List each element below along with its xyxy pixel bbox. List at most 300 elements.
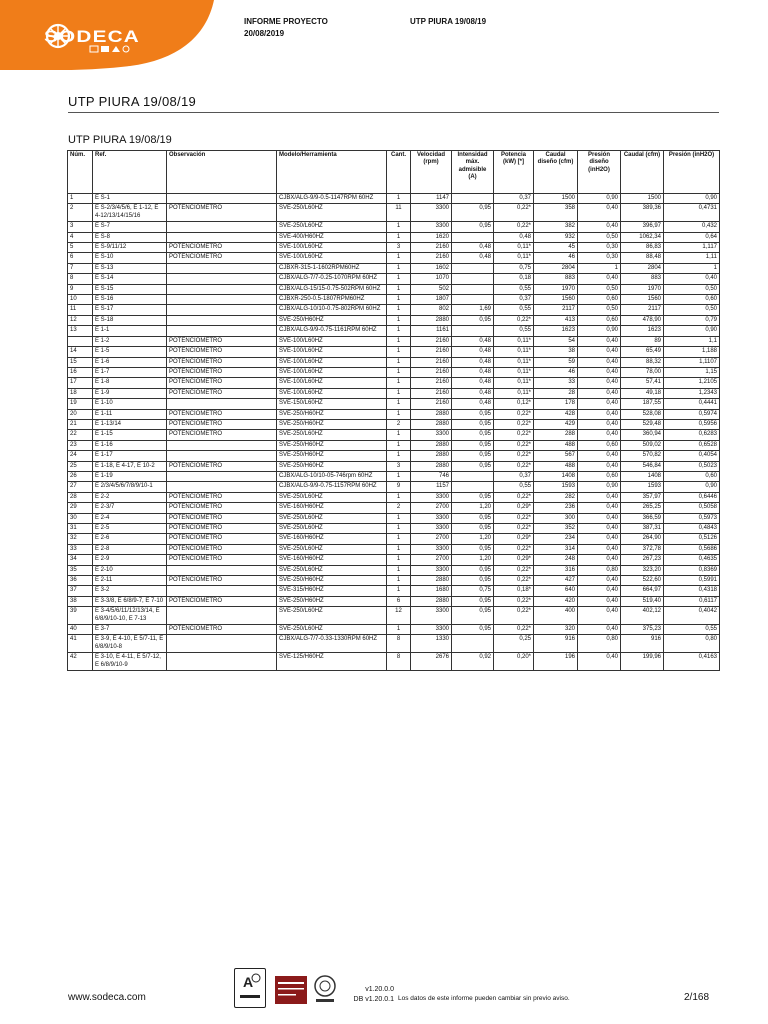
cell-power: 0,75 — [494, 263, 534, 273]
cell-power: 0,11* — [494, 378, 534, 388]
cell-design-pressure: 0,40 — [578, 576, 621, 586]
cell-flow: 366,59 — [621, 513, 664, 523]
cell-design-pressure: 0,40 — [578, 492, 621, 502]
cell-speed: 3300 — [411, 625, 452, 635]
cell-design-flow: 932 — [534, 232, 578, 242]
table-row — [68, 326, 720, 336]
cell-observation — [167, 263, 277, 273]
cell-power: 0,18* — [494, 586, 534, 596]
cell-ref: E 2-11 — [93, 576, 167, 586]
cell-design-flow: 300 — [534, 513, 578, 523]
cell-ref: E 1-9 — [93, 388, 167, 398]
cell-power: 0,25 — [494, 635, 534, 653]
cell-model: CJBX/ALG-15/15-0.75-502RPM 60HZ — [277, 284, 387, 294]
cell-observation: POTENCIOMETRO — [167, 347, 277, 357]
cell-design-flow: 382 — [534, 222, 578, 232]
col-header-ref: Ref. — [93, 151, 167, 194]
cell-pressure: 0,80 — [664, 635, 720, 653]
cell-quantity: 12 — [387, 607, 411, 625]
cell-ref: E S-14 — [93, 274, 167, 284]
table-row — [68, 503, 720, 513]
cell-design-pressure: 0,40 — [578, 430, 621, 440]
cell-model: CJBX/ALG-9/9-0.5-1147RPM 60HZ — [277, 194, 387, 204]
table-row — [68, 347, 720, 357]
cell-observation: POTENCIOMETRO — [167, 204, 277, 222]
cell-design-pressure: 0,40 — [578, 378, 621, 388]
cell-quantity: 1 — [387, 430, 411, 440]
cell-design-pressure: 0,60 — [578, 440, 621, 450]
cell-design-pressure: 0,40 — [578, 653, 621, 671]
cell-power: 0,11* — [494, 243, 534, 253]
cell-num: 19 — [68, 399, 93, 409]
cell-current: 0,92 — [452, 653, 494, 671]
cell-speed: 502 — [411, 284, 452, 294]
cell-ref: E 1-7 — [93, 367, 167, 377]
cell-design-flow: 640 — [534, 586, 578, 596]
table-row — [68, 607, 720, 625]
cell-num: 16 — [68, 367, 93, 377]
cell-current: 0,95 — [452, 492, 494, 502]
cell-observation: POTENCIOMETRO — [167, 388, 277, 398]
cell-current: 0,95 — [452, 625, 494, 635]
cell-flow: 528,08 — [621, 409, 664, 419]
software-version: v1.20.0.0 — [365, 986, 394, 993]
cell-power: 0,22* — [494, 440, 534, 450]
cell-observation: POTENCIOMETRO — [167, 625, 277, 635]
cell-pressure: 0,5023 — [664, 461, 720, 471]
table-row — [68, 243, 720, 253]
table-row — [68, 596, 720, 606]
cell-current: 0,95 — [452, 596, 494, 606]
cell-design-flow: 33 — [534, 378, 578, 388]
table-row — [68, 565, 720, 575]
cell-model: SVE-250/L60HZ — [277, 524, 387, 534]
cell-design-pressure: 0,40 — [578, 367, 621, 377]
cell-flow: 509,02 — [621, 440, 664, 450]
cell-power: 0,22* — [494, 596, 534, 606]
cell-power: 0,20* — [494, 653, 534, 671]
cell-observation — [167, 607, 277, 625]
cell-power: 0,11* — [494, 388, 534, 398]
cell-flow: 267,23 — [621, 555, 664, 565]
cell-observation: POTENCIOMETRO — [167, 524, 277, 534]
cell-design-pressure: 0,50 — [578, 305, 621, 315]
version-block — [344, 985, 394, 1005]
cell-design-pressure: 0,40 — [578, 357, 621, 367]
cell-observation: POTENCIOMETRO — [167, 336, 277, 346]
cell-model: SVE-250/L60HZ — [277, 625, 387, 635]
cell-power: 0,22* — [494, 461, 534, 471]
cell-power: 0,11* — [494, 347, 534, 357]
cell-ref: E 1-11 — [93, 409, 167, 419]
cell-num: 34 — [68, 555, 93, 565]
cell-model: CJBX/ALG-10/10-05-746rpm 60HZ — [277, 471, 387, 481]
cell-observation: POTENCIOMETRO — [167, 253, 277, 263]
cell-observation — [167, 274, 277, 284]
cell-ref: E 1-10 — [93, 399, 167, 409]
cell-model: CJBX/ALG-7/7-0.25-1070RPM 60HZ — [277, 274, 387, 284]
cell-quantity: 1 — [387, 263, 411, 273]
cell-ref: E 3-9, E 4-10, E 5/7-11, E 6/8/9/10-8 — [93, 635, 167, 653]
cell-pressure: 0,4318 — [664, 586, 720, 596]
cell-current: 0,95 — [452, 544, 494, 554]
cell-power: 0,22* — [494, 492, 534, 502]
cell-ref: E 1-6 — [93, 357, 167, 367]
cell-current: 0,95 — [452, 204, 494, 222]
cell-ref: E 1-17 — [93, 451, 167, 461]
cell-speed: 3300 — [411, 524, 452, 534]
cell-current — [452, 274, 494, 284]
cell-observation: POTENCIOMETRO — [167, 513, 277, 523]
cell-power: 0,55 — [494, 326, 534, 336]
cell-quantity: 1 — [387, 274, 411, 284]
table-row — [68, 284, 720, 294]
cell-pressure: 0,5058 — [664, 503, 720, 513]
cell-current: 0,48 — [452, 253, 494, 263]
disclaimer: Los datos de este informe pueden cambiar sin previo aviso. — [398, 995, 570, 1002]
cell-power: 0,22* — [494, 204, 534, 222]
cell-speed: 1680 — [411, 586, 452, 596]
cell-pressure: 0,79 — [664, 315, 720, 325]
cell-flow: 187,55 — [621, 399, 664, 409]
cell-current: 0,48 — [452, 336, 494, 346]
table-header — [68, 151, 720, 194]
cell-num: 20 — [68, 409, 93, 419]
cell-design-flow: 196 — [534, 653, 578, 671]
cell-model: CJBXR-250-0.5-1807RPM60HZ — [277, 295, 387, 305]
table-row — [68, 555, 720, 565]
cell-speed: 3300 — [411, 544, 452, 554]
cell-speed: 2880 — [411, 451, 452, 461]
cell-observation: POTENCIOMETRO — [167, 576, 277, 586]
table-row — [68, 194, 720, 204]
cell-num: 41 — [68, 635, 93, 653]
cell-pressure: 0,4843 — [664, 524, 720, 534]
cell-model: SVE-100/L60HZ — [277, 388, 387, 398]
cell-num: 36 — [68, 576, 93, 586]
cell-design-pressure: 0,40 — [578, 451, 621, 461]
cell-design-flow: 54 — [534, 336, 578, 346]
cell-observation: POTENCIOMETRO — [167, 367, 277, 377]
cell-flow: 265,25 — [621, 503, 664, 513]
cell-pressure: 0,60 — [664, 295, 720, 305]
cell-observation — [167, 653, 277, 671]
cell-ref: E 2-2 — [93, 492, 167, 502]
cell-current: 1,20 — [452, 534, 494, 544]
cell-power: 0,29* — [494, 534, 534, 544]
cell-flow: 1408 — [621, 471, 664, 481]
cell-flow: 883 — [621, 274, 664, 284]
cell-power: 0,55 — [494, 305, 534, 315]
cell-pressure: 0,50 — [664, 284, 720, 294]
col-header-design-flow: Caudal diseño (cfm) — [534, 151, 578, 194]
cell-design-pressure: 0,40 — [578, 399, 621, 409]
cell-observation: POTENCIOMETRO — [167, 409, 277, 419]
cell-design-flow: 1500 — [534, 194, 578, 204]
cell-ref: E 1-5 — [93, 347, 167, 357]
cell-model: SVE-250/H60HZ — [277, 315, 387, 325]
cell-observation — [167, 586, 277, 596]
table-row — [68, 409, 720, 419]
cell-num: 33 — [68, 544, 93, 554]
cell-model: CJBX/ALG-9/9-0.75-1161RPM 60HZ — [277, 326, 387, 336]
cell-quantity: 3 — [387, 243, 411, 253]
table-row — [68, 357, 720, 367]
cell-current: 0,48 — [452, 388, 494, 398]
cell-flow: 2117 — [621, 305, 664, 315]
cell-design-flow: 420 — [534, 596, 578, 606]
cell-pressure: 0,50 — [664, 305, 720, 315]
table-row — [68, 524, 720, 534]
cell-speed: 1602 — [411, 263, 452, 273]
cell-quantity: 2 — [387, 503, 411, 513]
cell-current: 0,48 — [452, 378, 494, 388]
cell-flow: 1593 — [621, 482, 664, 492]
table-row — [68, 653, 720, 671]
cell-ref: E 2-4 — [93, 513, 167, 523]
cell-design-flow: 488 — [534, 461, 578, 471]
cell-design-pressure: 0,40 — [578, 388, 621, 398]
cell-observation: POTENCIOMETRO — [167, 555, 277, 565]
footer-website[interactable]: www.sodeca.com — [68, 992, 146, 1003]
table-row — [68, 635, 720, 653]
cell-power: 0,37 — [494, 471, 534, 481]
cell-pressure: 0,40 — [664, 274, 720, 284]
cell-observation — [167, 326, 277, 336]
col-header-current: Intensidad máx. admisible (A) — [452, 151, 494, 194]
cell-ref: E 1-2 — [93, 336, 167, 346]
cell-design-flow: 567 — [534, 451, 578, 461]
cell-ref: E S-7 — [93, 222, 167, 232]
cell-ref: E S-18 — [93, 315, 167, 325]
cell-design-pressure: 0,40 — [578, 544, 621, 554]
cell-design-flow: 28 — [534, 388, 578, 398]
cell-design-pressure: 0,40 — [578, 204, 621, 222]
cell-observation: POTENCIOMETRO — [167, 492, 277, 502]
cell-observation — [167, 315, 277, 325]
cell-ref: E 3-10, E 4-11, E 5/7-12, E 6/8/9/10-9 — [93, 653, 167, 671]
cell-design-flow: 178 — [534, 399, 578, 409]
cell-design-pressure: 0,40 — [578, 461, 621, 471]
cell-observation — [167, 482, 277, 492]
cell-design-pressure: 0,90 — [578, 194, 621, 204]
cell-design-flow: 59 — [534, 357, 578, 367]
cell-speed: 3300 — [411, 222, 452, 232]
cell-model: SVE-250/H60HZ — [277, 451, 387, 461]
cell-quantity: 8 — [387, 653, 411, 671]
cell-pressure: 0,5991 — [664, 576, 720, 586]
cell-observation — [167, 305, 277, 315]
cell-power: 0,22* — [494, 576, 534, 586]
cell-model: SVE-100/L60HZ — [277, 336, 387, 346]
cell-num: 40 — [68, 625, 93, 635]
cell-ref: E S-8 — [93, 232, 167, 242]
cell-flow: 522,60 — [621, 576, 664, 586]
cell-observation: POTENCIOMETRO — [167, 378, 277, 388]
cell-design-flow: 1623 — [534, 326, 578, 336]
report-type: INFORME PROYECTO — [244, 17, 328, 26]
cell-flow: 372,78 — [621, 544, 664, 554]
cell-model: CJBXR-315-1-1602RPM60HZ — [277, 263, 387, 273]
cell-pressure: 0,6117 — [664, 596, 720, 606]
cell-num: 39 — [68, 607, 93, 625]
cell-speed: 2700 — [411, 534, 452, 544]
cell-ref: E 1-15 — [93, 430, 167, 440]
cell-design-pressure: 0,90 — [578, 482, 621, 492]
cell-num: 12 — [68, 315, 93, 325]
cell-design-pressure: 0,40 — [578, 503, 621, 513]
cell-flow: 529,48 — [621, 419, 664, 429]
cell-num: 30 — [68, 513, 93, 523]
cell-flow: 65,49 — [621, 347, 664, 357]
cell-observation — [167, 232, 277, 242]
cell-design-flow: 45 — [534, 243, 578, 253]
cell-speed: 3300 — [411, 430, 452, 440]
cell-pressure: 1,1 — [664, 336, 720, 346]
cell-flow: 2804 — [621, 263, 664, 273]
cell-current: 0,95 — [452, 461, 494, 471]
cell-power: 0,22* — [494, 544, 534, 554]
cell-flow: 88,32 — [621, 357, 664, 367]
cell-flow: 357,97 — [621, 492, 664, 502]
cell-pressure: 0,6283 — [664, 430, 720, 440]
cell-quantity: 1 — [387, 576, 411, 586]
cell-current — [452, 194, 494, 204]
cell-ref: E S-10 — [93, 253, 167, 263]
table-row — [68, 253, 720, 263]
cell-current: 0,95 — [452, 430, 494, 440]
cell-speed: 2880 — [411, 576, 452, 586]
cell-speed: 1157 — [411, 482, 452, 492]
cell-num: 26 — [68, 471, 93, 481]
cell-current — [452, 326, 494, 336]
cell-design-flow: 248 — [534, 555, 578, 565]
cell-ref: E 2-6 — [93, 534, 167, 544]
cell-flow: 1560 — [621, 295, 664, 305]
table-row — [68, 576, 720, 586]
cell-design-flow: 2804 — [534, 263, 578, 273]
cell-design-flow: 1593 — [534, 482, 578, 492]
cell-power: 0,22* — [494, 565, 534, 575]
cell-model: SVE-100/L60HZ — [277, 243, 387, 253]
cell-current: 0,48 — [452, 347, 494, 357]
cell-current: 1,20 — [452, 555, 494, 565]
cell-power: 0,22* — [494, 451, 534, 461]
cell-num: 18 — [68, 388, 93, 398]
cell-speed: 2160 — [411, 357, 452, 367]
cell-power: 0,55 — [494, 482, 534, 492]
cell-design-flow: 427 — [534, 576, 578, 586]
cell-num: 14 — [68, 347, 93, 357]
cell-design-flow: 320 — [534, 625, 578, 635]
cell-flow: 664,97 — [621, 586, 664, 596]
cell-current: 0,95 — [452, 222, 494, 232]
cell-num: 5 — [68, 243, 93, 253]
cell-model: SVE-100/L60HZ — [277, 357, 387, 367]
cell-model: SVE-160/H60HZ — [277, 534, 387, 544]
cell-design-flow: 916 — [534, 635, 578, 653]
cell-model: SVE-250/H60HZ — [277, 576, 387, 586]
cell-pressure: 0,55 — [664, 625, 720, 635]
table-row — [68, 295, 720, 305]
cell-power: 0,48 — [494, 232, 534, 242]
col-header-pressure: Presión (inH2O) — [664, 151, 720, 194]
cell-quantity: 1 — [387, 378, 411, 388]
cell-model: SVE-250/H60HZ — [277, 440, 387, 450]
col-header-observation: Observación — [167, 151, 277, 194]
cell-pressure: 1,188 — [664, 347, 720, 357]
cell-flow: 86,83 — [621, 243, 664, 253]
cell-num: 6 — [68, 253, 93, 263]
cell-flow: 375,23 — [621, 625, 664, 635]
col-header-flow: Caudal (cfm) — [621, 151, 664, 194]
table-row — [68, 274, 720, 284]
cell-pressure: 0,4441 — [664, 399, 720, 409]
cell-design-pressure: 0,40 — [578, 222, 621, 232]
cell-num: 42 — [68, 653, 93, 671]
cell-flow: 1623 — [621, 326, 664, 336]
cell-pressure: 0,90 — [664, 326, 720, 336]
cell-flow: 360,94 — [621, 430, 664, 440]
table-row — [68, 625, 720, 635]
cell-current: 1,20 — [452, 503, 494, 513]
cell-power: 0,22* — [494, 315, 534, 325]
cell-speed: 3300 — [411, 513, 452, 523]
cell-num: 28 — [68, 492, 93, 502]
cell-quantity: 1 — [387, 232, 411, 242]
cell-design-pressure: 0,50 — [578, 232, 621, 242]
cell-design-pressure: 1 — [578, 263, 621, 273]
cell-ref: E 1-8 — [93, 378, 167, 388]
cell-speed: 2880 — [411, 419, 452, 429]
cell-model: SVE-250/H60HZ — [277, 461, 387, 471]
cell-flow: 264,90 — [621, 534, 664, 544]
cell-model: SVE-250/L60HZ — [277, 492, 387, 502]
certification-a-logo — [234, 968, 266, 1008]
cell-design-pressure: 0,50 — [578, 284, 621, 294]
cell-num: 24 — [68, 451, 93, 461]
cell-num — [68, 336, 93, 346]
cell-pressure: 0,5956 — [664, 419, 720, 429]
table-row — [68, 222, 720, 232]
cell-design-flow: 46 — [534, 367, 578, 377]
cell-observation: POTENCIOMETRO — [167, 243, 277, 253]
cell-power: 0,22* — [494, 409, 534, 419]
cell-model: SVE-150/L60HZ — [277, 399, 387, 409]
cell-observation — [167, 635, 277, 653]
cell-power: 0,22* — [494, 513, 534, 523]
cell-ref: E S-13 — [93, 263, 167, 273]
cell-model: SVE-250/L60HZ — [277, 204, 387, 222]
cell-observation — [167, 222, 277, 232]
cell-design-flow: 429 — [534, 419, 578, 429]
cell-ref: E 3-2 — [93, 586, 167, 596]
cell-power: 0,18 — [494, 274, 534, 284]
col-header-model: Modelo/Herramienta — [277, 151, 387, 194]
cell-speed: 2880 — [411, 315, 452, 325]
col-header-design-pressure: Presión diseño (inH2O) — [578, 151, 621, 194]
cell-design-pressure: 0,60 — [578, 471, 621, 481]
cell-model: SVE-100/L60HZ — [277, 347, 387, 357]
cell-design-flow: 400 — [534, 607, 578, 625]
cell-design-flow: 316 — [534, 565, 578, 575]
cell-speed: 1330 — [411, 635, 452, 653]
table-row — [68, 471, 720, 481]
cell-observation: POTENCIOMETRO — [167, 419, 277, 429]
cell-power: 0,11* — [494, 253, 534, 263]
cell-current: 0,95 — [452, 524, 494, 534]
cell-flow: 916 — [621, 635, 664, 653]
